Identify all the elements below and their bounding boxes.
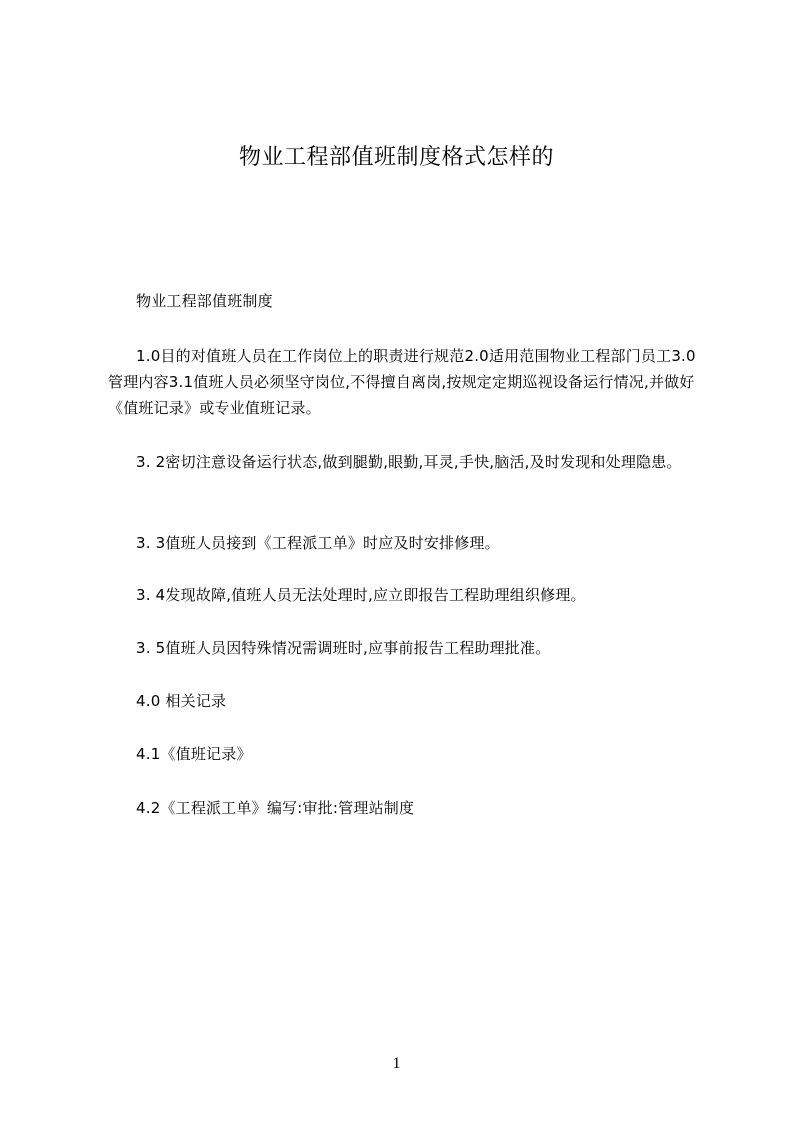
paragraph-7: 4.1《值班记录》 <box>136 745 252 763</box>
paragraph-6: 4.0 相关记录 <box>136 692 227 710</box>
page-number: 1 <box>392 1055 401 1072</box>
paragraph-2: 3. 2密切注意设备运行状态,做到腿勤,眼勤,耳灵,手快,脑活,及时发现和处理隐患。 <box>136 453 682 471</box>
section-heading: 物业工程部值班制度 <box>136 292 273 310</box>
paragraph-1: 1.0目的对值班人员在工作岗位上的职责进行规范2.0适用范围物业工程部门员工3.0管理内容3.1值班人员必须坚守岗位,不得擅自离岗,按规定定期巡视设备运行情况,并做好《值班记录》或专业值班记录。 <box>108 347 696 417</box>
document-title: 物业工程部值班制度格式怎样的 <box>238 145 554 170</box>
paragraph-8: 4.2《工程派工单》编写:审批:管理站制度 <box>136 799 415 817</box>
paragraph-5: 3. 5值班人员因特殊情况需调班时,应事前报告工程助理批准。 <box>136 639 551 657</box>
paragraph-4: 3. 4发现故障,值班人员无法处理时,应立即报告工程助理组织修理。 <box>136 586 586 604</box>
paragraph-3: 3. 3值班人员接到《工程派工单》时应及时安排修理。 <box>136 534 500 552</box>
